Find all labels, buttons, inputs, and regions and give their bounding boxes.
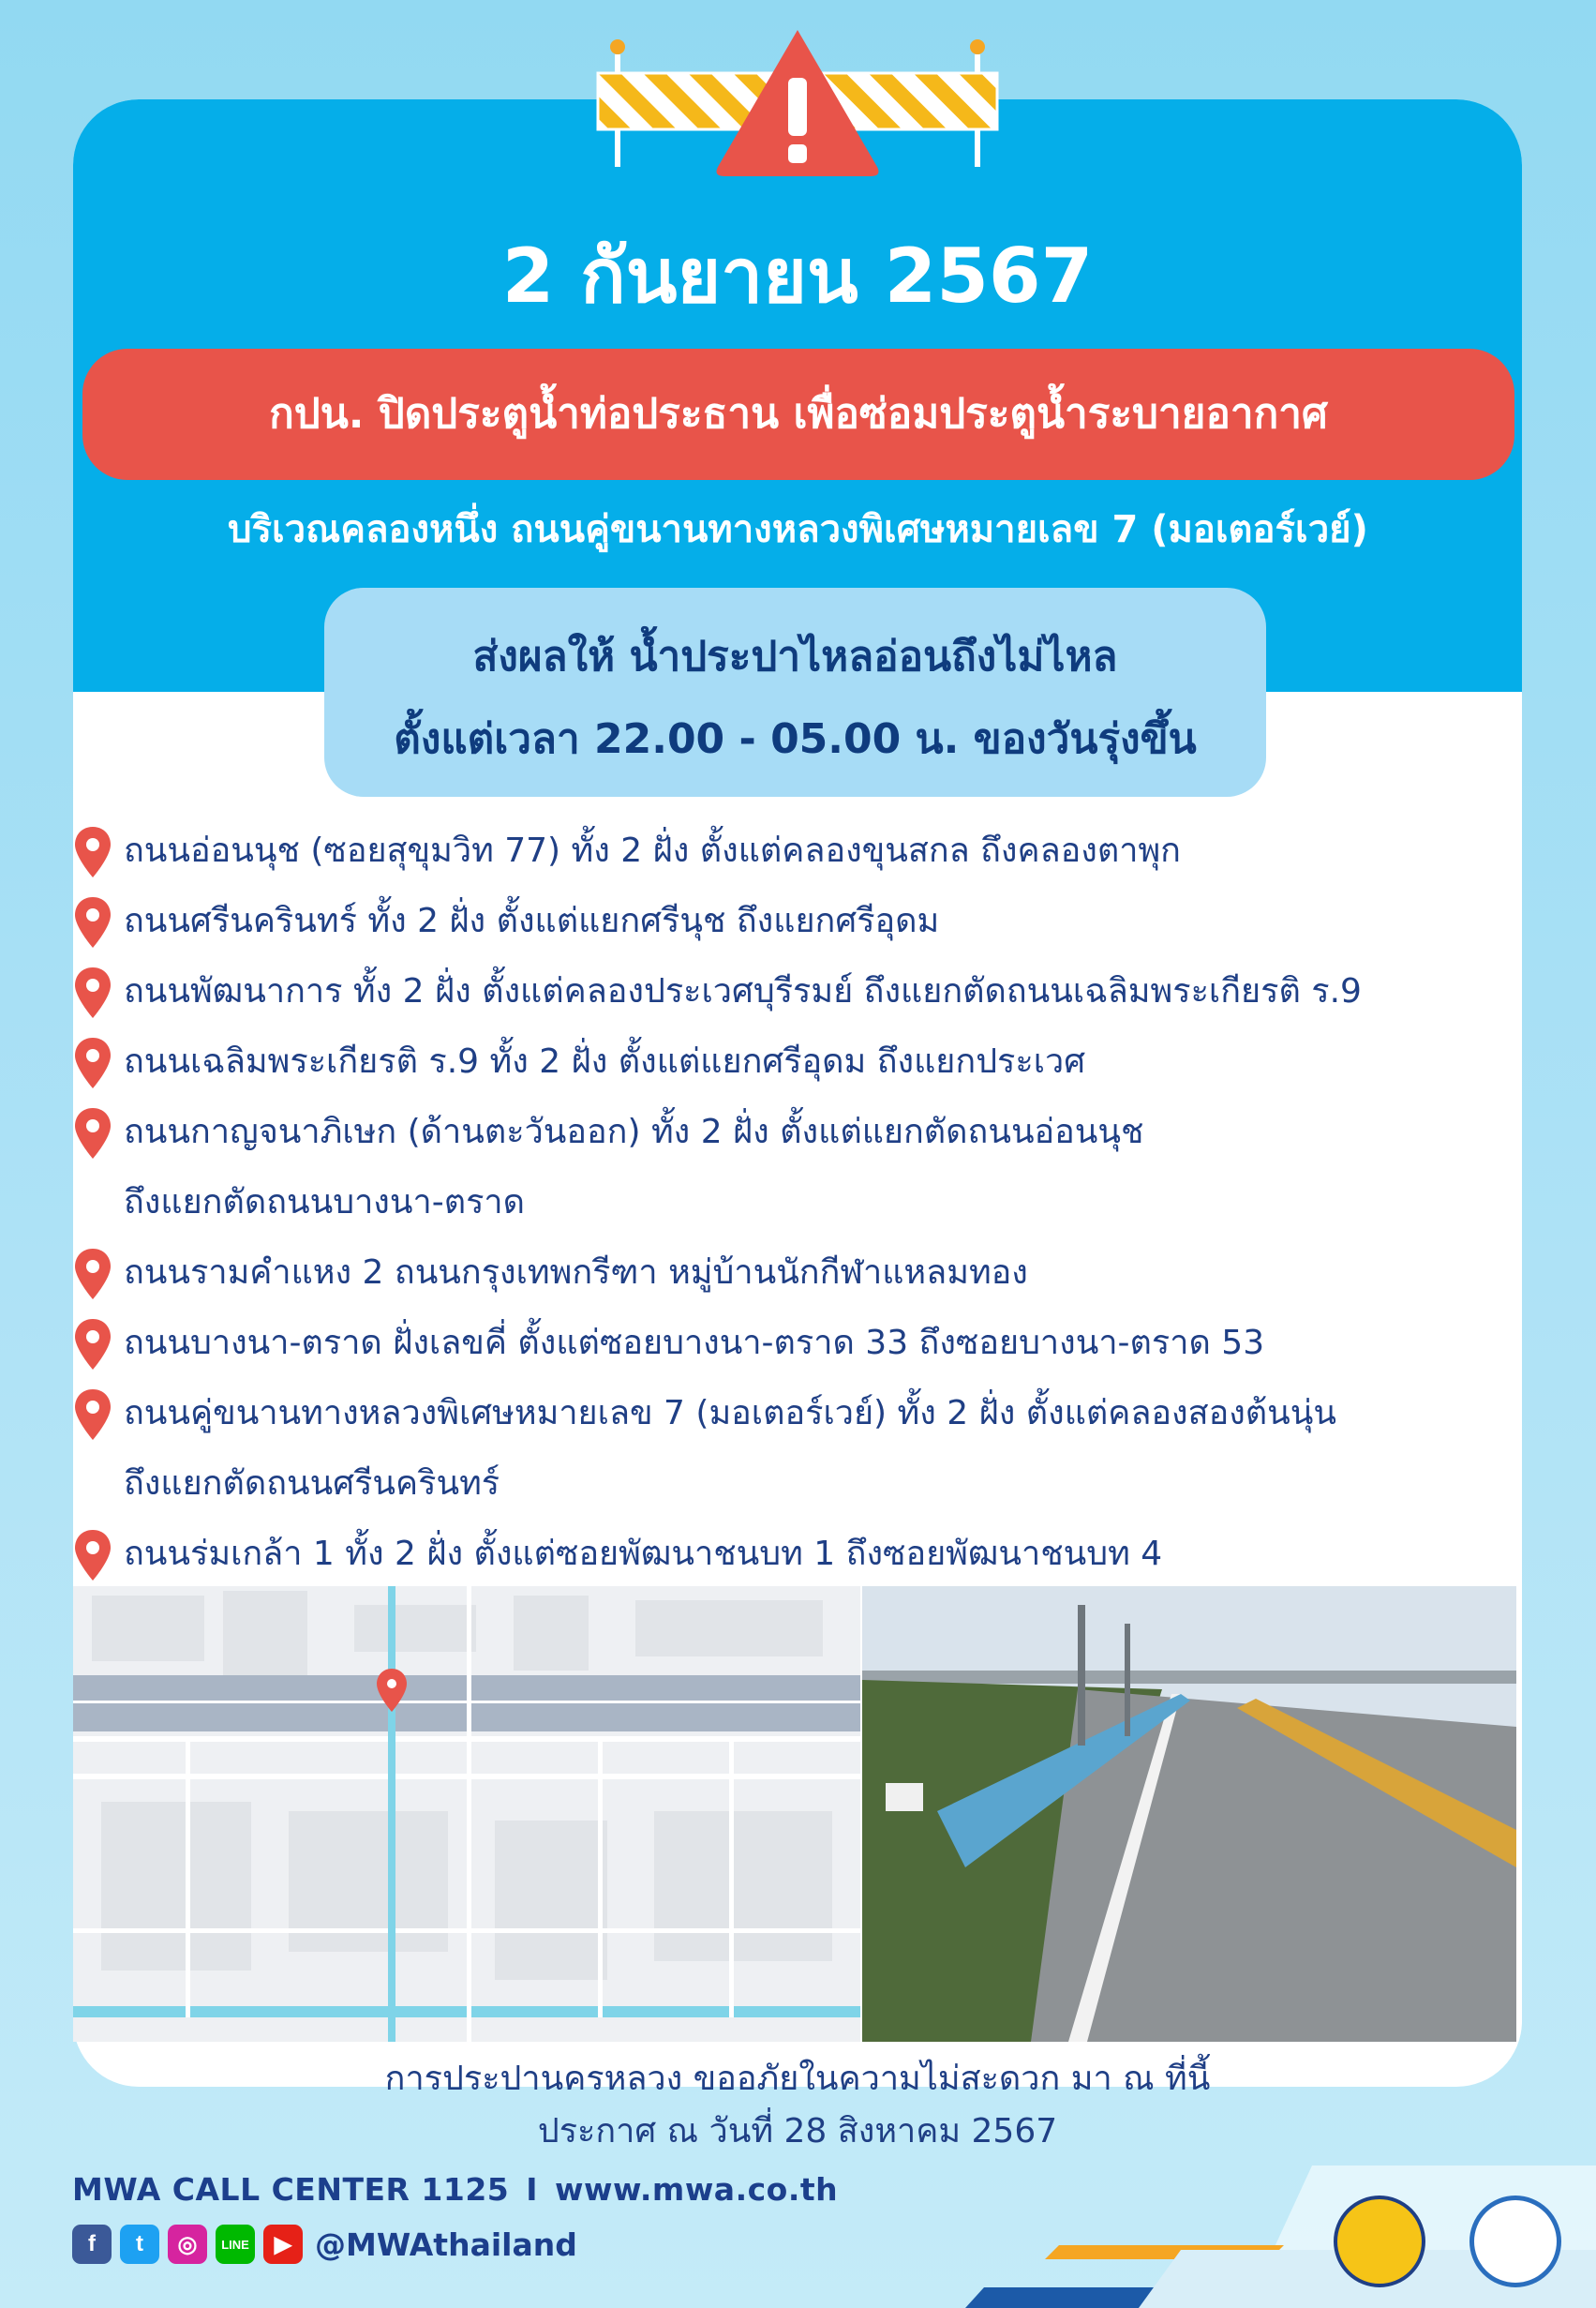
map-pin-icon	[73, 966, 112, 1020]
area-text-continued: ถึงแยกตัดถนนศรีนครินทร์	[124, 1464, 500, 1503]
map-pin-icon	[73, 1317, 112, 1371]
map-pin-icon	[73, 825, 112, 879]
effect-line-2: ตั้งแต่เวลา 22.00 - 05.00 น. ของวันรุ่งขึ้น	[394, 715, 1197, 763]
list-item	[73, 1519, 1522, 1589]
list-item	[73, 1378, 1522, 1519]
area-text: ถนนบางนา-ตราด ฝั่งเลขคี่ ตั้งแต่ซอยบางนา-ตราด 33 ถึงซอยบางนา-ตราด 53	[124, 1324, 1265, 1362]
map-pin-icon	[73, 1106, 112, 1161]
closure-banner: กปน. ปิดประตูน้ำท่อประธาน เพื่อซ่อมประตูน้ำระบายอากาศ	[82, 349, 1514, 480]
area-text: ถนนกาญจนาภิเษก (ด้านตะวันออก) ทั้ง 2 ฝั่ง ตั้งแต่แยกตัดถนนอ่อนนุช	[124, 1113, 1144, 1151]
list-item	[73, 1027, 1522, 1097]
street-graphic	[862, 1586, 1516, 2042]
location-map	[73, 1586, 860, 2042]
list-item	[73, 956, 1522, 1027]
map-graphic	[73, 1586, 860, 2042]
line-icon[interactable]: LINE	[216, 2225, 255, 2264]
map-pin-icon	[73, 895, 112, 950]
affected-areas-list	[73, 816, 1522, 1589]
street-photo	[862, 1586, 1516, 2042]
apology-text: การประปานครหลวง ขออภัยในความไม่สะดวก มา ณ ที่นี้	[384, 2060, 1211, 2098]
list-item	[73, 1308, 1522, 1378]
list-item	[73, 1237, 1522, 1308]
map-pin-icon	[73, 1387, 112, 1442]
area-text: ถนนศรีนครินทร์ ทั้ง 2 ฝั่ง ตั้งแต่แยกศรีนุช ถึงแยกศรีอุดม	[124, 902, 940, 940]
map-pin-icon	[73, 1036, 112, 1090]
area-text: ถนนอ่อนนุช (ซอยสุขุมวิท 77) ทั้ง 2 ฝั่ง ตั้งแต่คลองขุนสกล ถึงคลองตาพุก	[124, 832, 1181, 870]
effect-line-1: ส่งผลให้ น้ำประปาไหลอ่อนถึงไม่ไหล	[472, 633, 1118, 681]
map-pin-icon	[73, 1528, 112, 1582]
youtube-icon[interactable]: ▶	[263, 2225, 303, 2264]
notice-date: 2 กันยายน 2567	[501, 232, 1094, 320]
location-heading: บริเวณคลองหนึ่ง ถนนคู่ขนานทางหลวงพิเศษหมายเลข 7 (มอเตอร์เวย์)	[228, 508, 1368, 551]
warning-barrier-icon	[596, 26, 999, 181]
callcenter-label: MWA CALL CENTER 1125	[72, 2171, 510, 2208]
instagram-icon[interactable]: ◎	[168, 2225, 207, 2264]
social-handle[interactable]: @MWAthailand	[315, 2226, 577, 2263]
area-text: ถนนรามคำแหง 2 ถนนกรุงเทพกรีฑา หมู่บ้านนักกีฬาแหลมทอง	[124, 1253, 1028, 1292]
twitter-icon[interactable]: t	[120, 2225, 159, 2264]
list-item	[73, 1097, 1522, 1237]
facebook-icon[interactable]: f	[72, 2225, 112, 2264]
map-pin-icon	[73, 1247, 112, 1301]
website-link[interactable]: www.mwa.co.th	[555, 2171, 839, 2208]
royal-emblem-logo	[1334, 2196, 1425, 2287]
contact-line	[72, 2171, 838, 2208]
list-item	[73, 816, 1522, 886]
separator: I	[526, 2171, 539, 2208]
effect-notice	[324, 588, 1266, 797]
location-images	[73, 1586, 1516, 2042]
announcement-date: ประกาศ ณ วันที่ 28 สิงหาคม 2567	[537, 2112, 1058, 2151]
list-item	[73, 886, 1522, 956]
area-text: ถนนคู่ขนานทางหลวงพิเศษหมายเลข 7 (มอเตอร์เวย์) ทั้ง 2 ฝั่ง ตั้งแต่คลองสองต้นนุ่น	[124, 1394, 1337, 1432]
area-text: ถนนพัฒนาการ ทั้ง 2 ฝั่ง ตั้งแต่คลองประเวศบุรีรมย์ ถึงแยกตัดถนนเฉลิมพระเกียรติ ร.9	[124, 972, 1362, 1011]
mwa-logo	[1469, 2196, 1561, 2287]
area-text-continued: ถึงแยกตัดถนนบางนา-ตราด	[124, 1183, 526, 1221]
area-text: ถนนเฉลิมพระเกียรติ ร.9 ทั้ง 2 ฝั่ง ตั้งแต่แยกศรีอุดม ถึงแยกประเวศ	[124, 1042, 1086, 1081]
social-links	[72, 2224, 577, 2265]
area-text: ถนนร่มเกล้า 1 ทั้ง 2 ฝั่ง ตั้งแต่ซอยพัฒนาชนบท 1 ถึงซอยพัฒนาชนบท 4	[124, 1535, 1163, 1573]
